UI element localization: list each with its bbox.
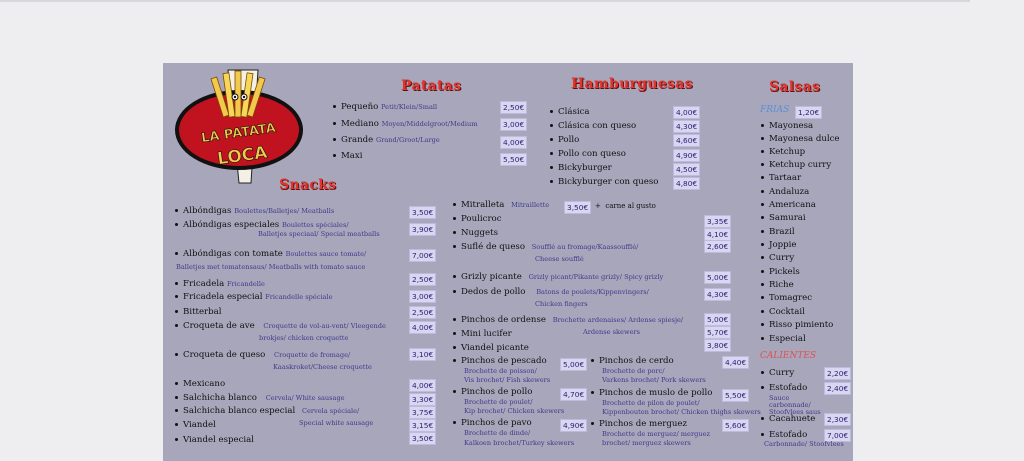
list-item: Fricadela especial Fricandelle spéciale bbox=[175, 292, 333, 302]
list-item: Pinchos de pescado bbox=[453, 356, 547, 366]
item-translation: Special white sausage bbox=[299, 419, 374, 427]
price-tag: 7,00€ bbox=[409, 249, 436, 262]
item-translation: Brochette de poisson/ bbox=[464, 367, 537, 375]
price-tag: 4,00€ bbox=[500, 136, 527, 149]
list-item: Risso pimiento bbox=[761, 320, 833, 330]
price-tag: 3,35€ bbox=[704, 215, 731, 228]
list-item: Salchicha blanco Cervela/ White sausage bbox=[175, 393, 345, 403]
list-item: Mexicano bbox=[175, 379, 225, 389]
price-tag: 7,00€ bbox=[824, 429, 851, 442]
list-item: Ketchup curry bbox=[761, 160, 831, 170]
price-tag: 3,50€ bbox=[564, 201, 591, 214]
price-tag: 5,00€ bbox=[704, 271, 731, 284]
price-tag: 3,10€ bbox=[409, 348, 436, 361]
list-item: Croqueta de ave Croquette de vol-au-vent/ Vleegende bbox=[175, 321, 386, 331]
price-tag: 3,00€ bbox=[409, 290, 436, 303]
price-tag: 4,90€ bbox=[673, 149, 700, 162]
list-item: Mayonesa bbox=[761, 121, 813, 131]
list-item: Pollo con queso bbox=[550, 149, 626, 159]
list-item: Pinchos de pollo bbox=[453, 387, 532, 397]
list-item: Pinchos de pavo bbox=[453, 418, 532, 428]
price-tag: 5,00€ bbox=[560, 358, 587, 371]
price-tag: 3,15€ bbox=[409, 419, 436, 432]
list-item: Joppie bbox=[761, 240, 796, 250]
price-tag: 2,50€ bbox=[409, 273, 436, 286]
item-translation: Brochette de poulet/ bbox=[464, 398, 533, 406]
list-item: Pequeño Petit/Klein/Small bbox=[333, 102, 437, 112]
list-item: Poulicroc bbox=[453, 214, 502, 224]
item-translation: Brochette de dinde/ bbox=[464, 429, 531, 437]
price-tag: 4,00€ bbox=[409, 379, 436, 392]
price-tag: 3,80€ bbox=[704, 339, 731, 352]
item-translation: Chicken fingers bbox=[535, 300, 588, 308]
list-item: Mediano Moyen/Middelgroot/Medium bbox=[333, 119, 478, 129]
calientes-label: CALIENTES bbox=[760, 351, 817, 361]
price-tag: 5,50€ bbox=[500, 153, 527, 166]
item-translation: Balletjes met tomatensaus/ Meatballs with tomato sauce bbox=[176, 263, 366, 271]
price-tag: 4,30€ bbox=[673, 120, 700, 133]
price-tag: 1,20€ bbox=[795, 106, 822, 119]
price-tag: 4,30€ bbox=[704, 288, 731, 301]
list-item: Especial bbox=[761, 334, 806, 344]
item-translation: Varkens brochet/ Pork skewers bbox=[602, 376, 706, 384]
item-translation: Cheese soufflé bbox=[535, 255, 584, 263]
list-item: Bickyburger con queso bbox=[550, 177, 658, 187]
la-patata-loca-logo bbox=[173, 65, 308, 185]
mitralleta-note: + carne al gusto bbox=[595, 202, 656, 210]
list-item: Croqueta de queso Croquette de fromage/ bbox=[175, 350, 350, 360]
list-item: Albóndigas con tomate Boulettes sauce tomate/ bbox=[175, 249, 366, 259]
hamburguesas-title: Hamburguesas bbox=[571, 76, 693, 92]
price-tag: 2,40€ bbox=[824, 382, 851, 395]
list-item: Andaluza bbox=[761, 187, 809, 197]
item-translation: Vis brochet/ Fish skewers bbox=[464, 376, 551, 384]
price-tag: 4,90€ bbox=[560, 419, 587, 432]
item-translation: Carbonnade/ Stoofvlees bbox=[764, 440, 844, 448]
list-item: Viandel especial bbox=[175, 435, 254, 445]
list-item: Bitterbal bbox=[175, 307, 222, 317]
item-translation: brochet/ merguez skewers bbox=[602, 439, 691, 447]
price-tag: 4,70€ bbox=[560, 388, 587, 401]
item-translation: Brochette de merguez/ merguez bbox=[602, 430, 710, 438]
list-item: Pollo bbox=[550, 135, 579, 145]
price-tag: 4,00€ bbox=[409, 321, 436, 334]
snacks-title: Snacks bbox=[279, 177, 337, 193]
list-item: Pinchos de merguez bbox=[591, 419, 687, 429]
price-tag: 5,70€ bbox=[704, 326, 731, 339]
item-translation: Balletjes speciaal/ Special meatballs bbox=[258, 230, 380, 238]
list-item: Clásica con queso bbox=[550, 121, 636, 131]
price-tag: 3,00€ bbox=[500, 118, 527, 131]
list-item: Riche bbox=[761, 280, 794, 290]
logo-text-line2: LOCA bbox=[216, 142, 269, 170]
list-item: Fricadela Fricandelle bbox=[175, 279, 265, 289]
list-item: Viandel bbox=[175, 420, 216, 430]
list-item: Mitralleta Mitraillette bbox=[453, 200, 549, 210]
list-item: Curry bbox=[761, 253, 794, 263]
list-item: Suflé de queso Soufflé au fromage/Kaassoufflé/ bbox=[453, 242, 638, 252]
list-item: Maxi bbox=[333, 151, 363, 161]
list-item: Mayonesa dulce bbox=[761, 134, 840, 144]
price-tag: 5,00€ bbox=[704, 313, 731, 326]
list-item: Tartaar bbox=[761, 173, 801, 183]
item-translation: Sauce carbonnade/ Stoofvlees saus bbox=[769, 394, 821, 416]
list-item: Viandel picante bbox=[453, 343, 529, 353]
price-tag: 2,50€ bbox=[409, 306, 436, 319]
list-item: Grande Grand/Groot/Large bbox=[333, 135, 440, 145]
item-translation: Ardense skewers bbox=[583, 328, 641, 336]
list-item: Tomagrec bbox=[761, 293, 812, 303]
menu-board bbox=[163, 63, 853, 461]
list-item: Pinchos de muslo de pollo bbox=[591, 388, 712, 398]
list-item: Salchicha blanco especial Cervela spéciale/ bbox=[175, 406, 359, 416]
price-tag: 2,20€ bbox=[824, 367, 851, 380]
price-tag: 3,50€ bbox=[409, 432, 436, 445]
list-item: Cocktail bbox=[761, 307, 805, 317]
price-tag: 5,60€ bbox=[722, 419, 749, 432]
list-item: Albóndigas especiales Boulettes spéciales/ bbox=[175, 220, 349, 230]
price-tag: 4,80€ bbox=[673, 177, 700, 190]
top-divider bbox=[0, 0, 970, 2]
item-translation: Brochette de pilon de poulet/ bbox=[602, 399, 700, 407]
price-tag: 4,40€ bbox=[722, 356, 749, 369]
item-translation: brokjes/ chicken croquette bbox=[259, 334, 349, 342]
price-tag: 2,50€ bbox=[500, 101, 527, 114]
price-tag: 4,00€ bbox=[673, 106, 700, 119]
list-item: Curry bbox=[761, 368, 794, 378]
logo-text-line1: LA PATATA bbox=[200, 120, 277, 147]
price-tag: 3,75€ bbox=[409, 406, 436, 419]
price-tag: 2,30€ bbox=[824, 413, 851, 426]
frias-label: FRIAS bbox=[760, 105, 790, 115]
item-translation: Kalkoen brochet/Turkey skewers bbox=[464, 439, 575, 447]
list-item: Albóndigas Boulettes/Balletjes/ Meatballs bbox=[175, 206, 334, 216]
price-tag: 2,60€ bbox=[704, 240, 731, 253]
list-item: Samurai bbox=[761, 213, 806, 223]
list-item: Nuggets bbox=[453, 228, 498, 238]
list-item: Estofado bbox=[761, 383, 807, 393]
item-translation: Brochette de porc/ bbox=[602, 367, 665, 375]
item-translation: Kippenbouten brochet/ Chicken thighs skewers bbox=[602, 408, 761, 416]
salsas-title: Salsas bbox=[769, 79, 821, 95]
price-tag: 5,50€ bbox=[722, 389, 749, 402]
item-translation: Kip brochet/ Chicken skewers bbox=[464, 407, 565, 415]
list-item: Pinchos de cerdo bbox=[591, 356, 674, 366]
list-item: Cacahuete bbox=[761, 414, 815, 424]
price-tag: 4,60€ bbox=[673, 134, 700, 147]
list-item: Brazil bbox=[761, 227, 795, 237]
list-item: Pinchos de ordense Brochette ardenaises/ Ardense spiesje/ bbox=[453, 315, 683, 325]
list-item: Estofado bbox=[761, 430, 807, 440]
list-item: Clásica bbox=[550, 107, 590, 117]
list-item: Pickels bbox=[761, 267, 800, 277]
list-item: Mini lucifer bbox=[453, 329, 512, 339]
price-tag: 3,90€ bbox=[409, 223, 436, 236]
logo-graphic bbox=[173, 65, 308, 185]
list-item: Bickyburger bbox=[550, 163, 612, 173]
price-tag: 4,50€ bbox=[673, 163, 700, 176]
price-tag: 3,50€ bbox=[409, 206, 436, 219]
item-translation: Kaaskroket/Cheese croquette bbox=[273, 363, 372, 371]
list-item: Dedos de pollo Batons de poulets/Kippenvingers/ bbox=[453, 287, 649, 297]
list-item: Americana bbox=[761, 200, 816, 210]
patatas-title: Patatas bbox=[401, 78, 462, 94]
list-item: Grizly picante Grizly picant/Pikante grizly/ Spicy grizly bbox=[453, 272, 663, 282]
list-item: Ketchup bbox=[761, 147, 805, 157]
price-tag: 4,10€ bbox=[704, 228, 731, 241]
price-tag: 3,30€ bbox=[409, 393, 436, 406]
